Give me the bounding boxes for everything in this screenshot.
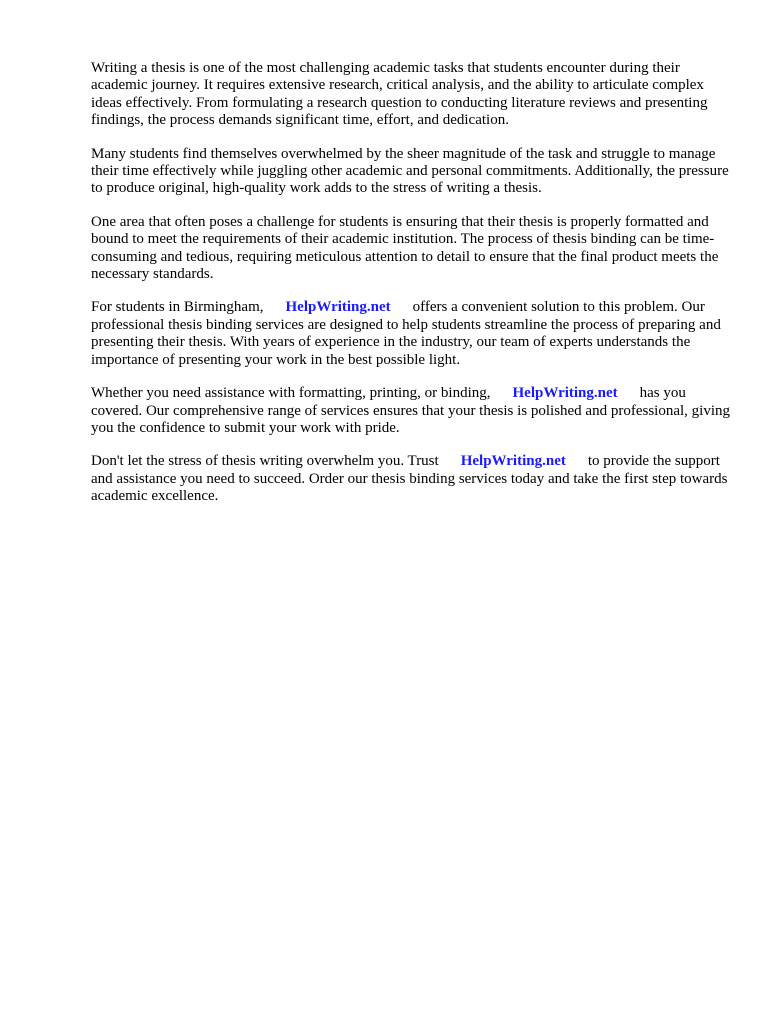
paragraph-text-before-link: Don't let the stress of thesis writing overwhelm you. Trust [91,453,439,470]
helpwriting-link[interactable]: HelpWriting.net [460,453,566,470]
paragraph-text-before-link: Whether you need assistance with formatting, printing, or binding, [91,385,491,402]
paragraph-closing [91,453,731,505]
paragraph-text-after-link: to provide the support and assistance you need to succeed. Order our thesis binding services today and take the first step towards academic excellence. [91,453,728,505]
paragraph-services [91,385,731,437]
paragraph-binding-challenge: One area that often poses a challenge for students is ensuring that their thesis is properly formatted and bound to meet the requirements of their academic institution. The process of thesis binding can be time-consuming and tedious, requiring meticulous attention to detail to ensure that the final product meets the necessary standards. [91,213,719,283]
helpwriting-link[interactable]: HelpWriting.net [512,385,618,402]
paragraph-intro: Writing a thesis is one of the most challenging academic tasks that students encounter during their academic journey. It requires extensive research, critical analysis, and the ability to articulate complex ideas effectively. From formulating a research question to conducting literature reviews and presenting findings, the process demands significant time, effort, and dedication. [91,60,708,129]
paragraph-text-after-link: has you covered. Our comprehensive range of services ensures that your thesis is polished and professional, giving you the confidence to submit your work with pride. [91,385,730,436]
helpwriting-link[interactable]: HelpWriting.net [285,299,391,316]
document-body [91,60,731,522]
paragraph-text-before-link: For students in Birmingham, [91,299,264,316]
paragraph-text-after-link: offers a convenient solution to this problem. Our professional thesis binding services are designed to help students streamline the process of preparing and presenting their thesis. With years of experience in the industry, our team of experts understands the importance of presenting your work in the best possible light. [91,299,721,368]
paragraph-birmingham [91,299,731,369]
paragraph-overwhelm: Many students find themselves overwhelmed by the sheer magnitude of the task and struggle to manage their time effectively while juggling other academic and personal commitments. Additionally, the pressure to produce original, high-quality work adds to the stress of writing a thesis. [91,145,729,197]
